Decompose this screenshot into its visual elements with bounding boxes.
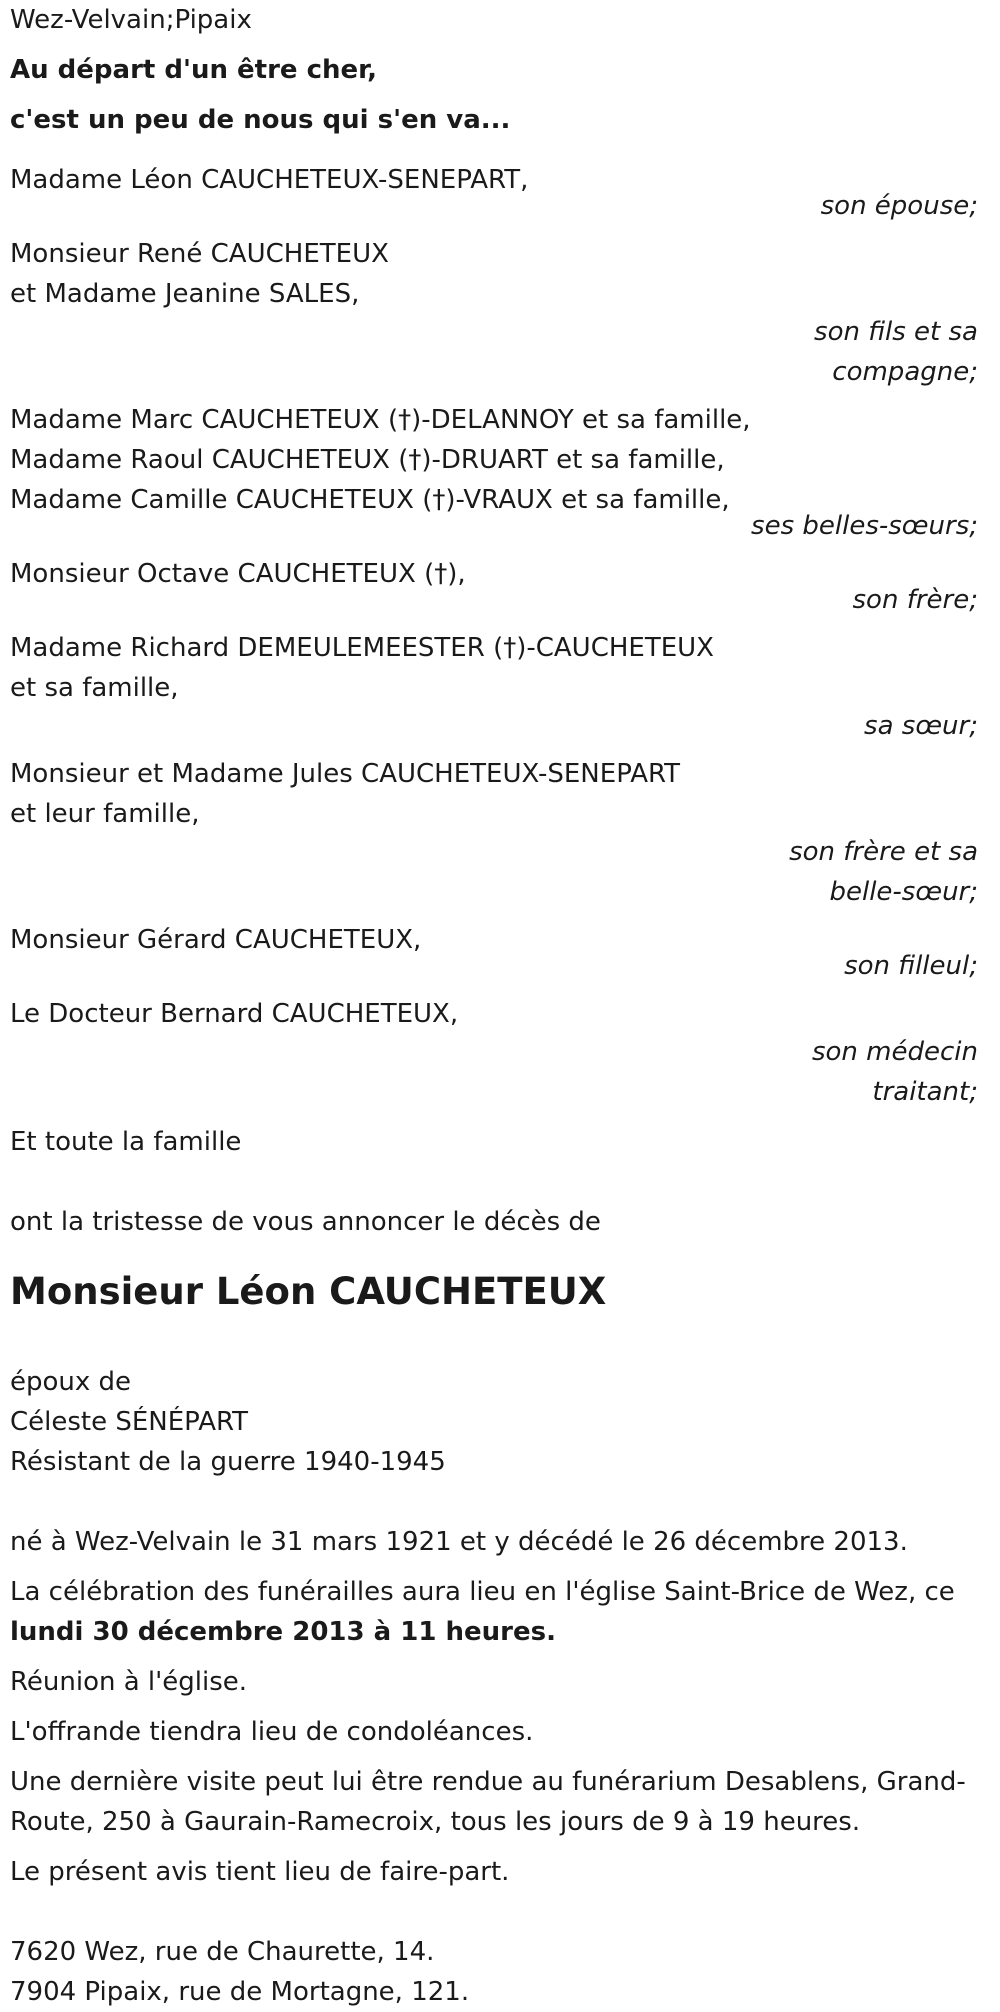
intro-line-2: c'est un peu de nous qui s'en va... — [10, 105, 511, 135]
family-name: Madame Raoul CAUCHETEUX (†)-DRUART et sa famille, — [10, 445, 725, 475]
family-role: son fils et sa — [814, 317, 978, 347]
family-role: son médecin — [811, 1037, 978, 1067]
birth-death: né à Wez-Velvain le 31 mars 1921 et y décédé le 26 décembre 2013. — [10, 1527, 908, 1557]
announcement: ont la tristesse de vous annoncer le décès de — [10, 1207, 601, 1237]
offering: L'offrande tiendra lieu de condoléances. — [10, 1717, 534, 1747]
family-entry — [10, 234, 990, 392]
ceremony — [10, 1572, 990, 1652]
visit-line: Route, 250 à Gaurain-Ramecroix, tous les jours de 9 à 19 heures. — [10, 1807, 861, 1837]
family-entry — [10, 400, 990, 546]
family-name: Le Docteur Bernard CAUCHETEUX, — [10, 999, 459, 1029]
family-role: sa sœur; — [864, 711, 978, 741]
closing-family: Et toute la famille — [10, 1127, 242, 1157]
family-role: ses belles-sœurs; — [751, 511, 978, 541]
family-entry — [10, 628, 990, 746]
deceased-name: Monsieur Léon CAUCHETEUX — [10, 1270, 607, 1313]
detail-line: époux de — [10, 1367, 132, 1397]
family-entry — [10, 754, 990, 912]
family-name: Monsieur Gérard CAUCHETEUX, — [10, 925, 422, 955]
visit-info — [10, 1762, 990, 1842]
family-name: et sa famille, — [10, 673, 179, 703]
detail-line: Résistant de la guerre 1940-1945 — [10, 1447, 446, 1477]
family-name: Madame Camille CAUCHETEUX (†)-VRAUX et sa famille, — [10, 485, 730, 515]
ceremony-date: lundi 30 décembre 2013 à 11 heures. — [10, 1617, 556, 1647]
family-entry — [10, 994, 990, 1112]
family-name: Madame Marc CAUCHETEUX (†)-DELANNOY et sa famille, — [10, 405, 751, 435]
family-name: Monsieur et Madame Jules CAUCHETEUX-SENEPART — [10, 759, 681, 789]
detail-line: Céleste SÉNÉPART — [10, 1407, 249, 1437]
family-role: compagne; — [832, 357, 978, 387]
address-line: 7904 Pipaix, rue de Mortagne, 121. — [10, 1977, 470, 2007]
family-role: son filleul; — [844, 951, 978, 981]
family-name: et leur famille, — [10, 799, 200, 829]
family-role: son frère et sa — [789, 837, 978, 867]
family-role: belle-sœur; — [829, 877, 978, 907]
family-role: son frère; — [852, 585, 978, 615]
intro-line-1: Au départ d'un être cher, — [10, 55, 378, 85]
addresses — [10, 1932, 990, 2012]
family-name: et Madame Jeanine SALES, — [10, 279, 360, 309]
family-entry — [10, 554, 990, 620]
family-name: Monsieur René CAUCHETEUX — [10, 239, 389, 269]
reunion: Réunion à l'église. — [10, 1667, 248, 1697]
visit-line: Une dernière visite peut lui être rendue au funérarium Desablens, Grand- — [10, 1767, 966, 1797]
family-role: traitant; — [872, 1077, 978, 1107]
deceased-details — [10, 1362, 990, 1482]
family-name: Madame Léon CAUCHETEUX-SENEPART, — [10, 165, 529, 195]
family-role: son épouse; — [820, 191, 978, 221]
ceremony-text: La célébration des funérailles aura lieu en l'église Saint-Brice de Wez, ce — [10, 1577, 955, 1607]
family-list — [10, 160, 990, 1112]
family-name: Madame Richard DEMEULEMEESTER (†)-CAUCHETEUX — [10, 633, 714, 663]
family-name: Monsieur Octave CAUCHETEUX (†), — [10, 559, 466, 589]
notice: Le présent avis tient lieu de faire-part. — [10, 1857, 510, 1887]
address-line: 7620 Wez, rue de Chaurette, 14. — [10, 1937, 435, 1967]
family-entry — [10, 160, 990, 226]
family-entry — [10, 920, 990, 986]
location: Wez-Velvain;Pipaix — [10, 5, 252, 35]
